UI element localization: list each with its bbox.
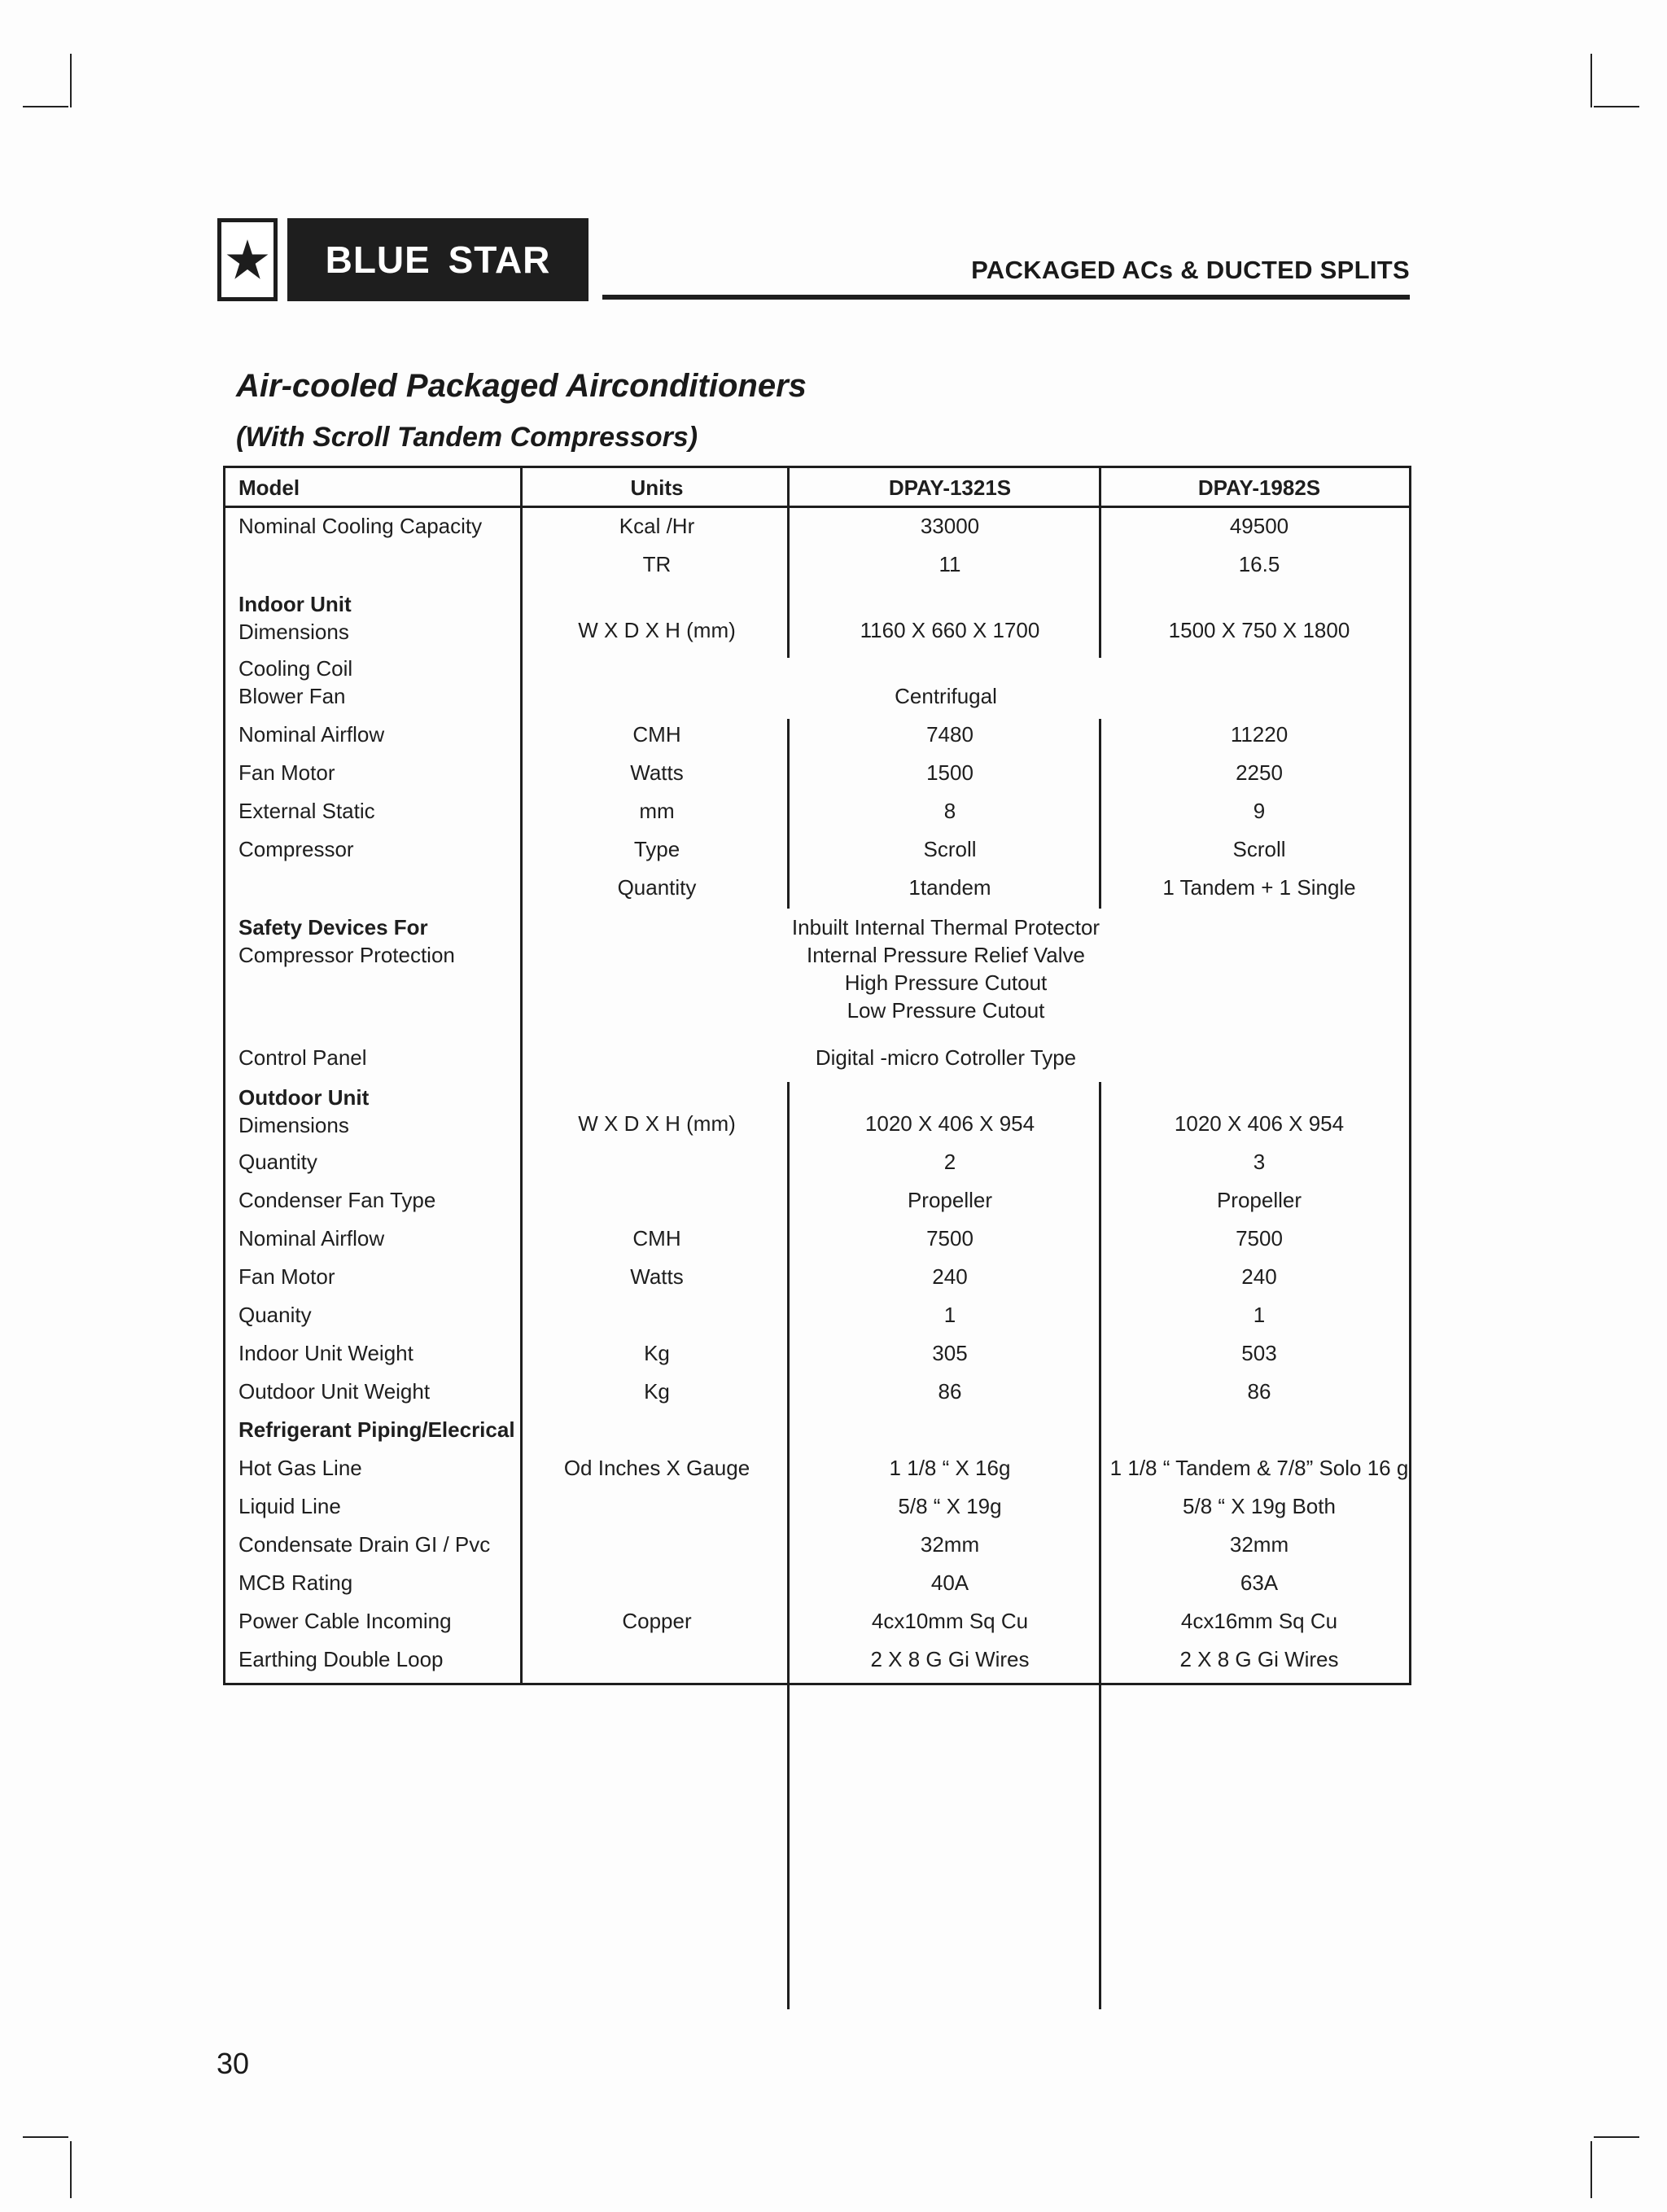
header-units: Units — [630, 475, 684, 500]
row-value-2: 2 X 8 G Gi Wires — [1179, 1647, 1339, 1671]
section-heading: Outdoor Unit — [238, 1085, 370, 1110]
safety-device: Inbuilt Internal Thermal Protector — [791, 915, 1100, 940]
row-value-1: 7480 — [926, 722, 974, 747]
row-unit: Type — [633, 837, 680, 861]
row-value-2: 9 — [1253, 799, 1266, 823]
row-label: Liquid Line — [238, 1494, 341, 1518]
row-value-1: 2 — [943, 1150, 956, 1174]
row-value-span: Centrifugal — [895, 684, 997, 708]
crop-mark — [1594, 106, 1639, 107]
row-value-1: Propeller — [907, 1188, 993, 1212]
crop-mark — [23, 2136, 68, 2138]
crop-mark — [1590, 2141, 1592, 2198]
row-value-1: 33000 — [920, 514, 980, 538]
row-value-1: 5/8 “ X 19g — [898, 1494, 1002, 1518]
row-label: Earthing Double Loop — [238, 1647, 444, 1671]
row-value-1: 8 — [943, 799, 956, 823]
row-unit: Quantity — [617, 875, 697, 900]
row-value-1: 4cx10mm Sq Cu — [871, 1609, 1029, 1633]
row-unit: Watts — [630, 760, 684, 785]
row-value-1: 86 — [938, 1379, 962, 1404]
row-label-text: Dimensions — [238, 1113, 349, 1137]
row-value-2: 1020 X 406 X 954 — [1174, 1111, 1345, 1136]
section-heading: Indoor Unit — [238, 592, 352, 616]
row-value-1: 1 — [943, 1303, 956, 1327]
section-title: PACKAGED ACs & DUCTED SPLITS — [971, 256, 1410, 284]
row-value-span — [787, 913, 1105, 1024]
row-label: Fan Motor — [238, 760, 335, 785]
row-value-1: 11 — [939, 552, 961, 576]
row-label: Condensate Drain GI / Pvc — [238, 1532, 491, 1557]
row-label-text: Dimensions — [238, 620, 349, 644]
row-value-2: 3 — [1253, 1150, 1266, 1174]
row-value-2: 63A — [1240, 1570, 1279, 1595]
row-label: Nominal Cooling Capacity — [238, 514, 483, 538]
row-value-span: Digital -micro Cotroller Type — [815, 1045, 1077, 1070]
crop-mark — [1590, 54, 1592, 107]
section-heading: Refrigerant Piping/Elecrical — [238, 1417, 515, 1442]
safety-device: Internal Pressure Relief Valve — [806, 943, 1085, 967]
row-label: Hot Gas Line — [238, 1456, 362, 1480]
header-model-2: DPAY-1982S — [1197, 475, 1321, 500]
row-value-2: 240 — [1241, 1264, 1277, 1289]
page-number: 30 — [217, 2047, 250, 2080]
logo-wordmark — [287, 218, 588, 301]
row-label: Power Cable Incoming — [238, 1609, 452, 1633]
row-value-2: 16.5 — [1238, 552, 1280, 576]
header-rule — [602, 295, 1410, 300]
row-label: MCB Rating — [238, 1570, 353, 1595]
crop-mark — [1594, 2136, 1639, 2138]
row-label: Fan Motor — [238, 1264, 335, 1289]
row-label: Quanity — [238, 1303, 312, 1327]
crop-mark — [70, 2141, 72, 2198]
row-label: Indoor Unit Weight — [238, 1341, 413, 1365]
row-value-2: 1 1/8 “ Tandem & 7/8” Solo 16 g — [1109, 1456, 1409, 1480]
brand-text: BLUE STAR — [325, 239, 551, 281]
row-value-1: 1160 X 660 X 1700 — [860, 618, 1040, 642]
row-label: Control Panel — [238, 1045, 367, 1070]
row-label-text: Compressor Protection — [238, 943, 455, 967]
row-value-1: 1tandem — [908, 875, 991, 900]
row-unit: Od Inches X Gauge — [563, 1456, 750, 1480]
logo-star-icon — [217, 218, 278, 301]
row-unit: W X D X H (mm) — [578, 618, 736, 642]
row-label — [238, 590, 352, 646]
row-value-2: 11220 — [1230, 722, 1289, 747]
row-label — [238, 913, 455, 969]
row-value-1: 1020 X 406 X 954 — [864, 1111, 1035, 1136]
row-value-1: 32mm — [920, 1532, 980, 1557]
spec-table — [223, 466, 1411, 1685]
row-value-2: 5/8 “ X 19g Both — [1183, 1494, 1336, 1518]
row-unit: mm — [639, 799, 675, 823]
row-value-1: 1500 — [926, 760, 974, 785]
row-label: Nominal Airflow — [238, 1226, 385, 1251]
row-value-2: 2250 — [1236, 760, 1283, 785]
row-value-2: 4cx16mm Sq Cu — [1180, 1609, 1338, 1633]
row-label: External Static — [238, 799, 375, 823]
row-label: Outdoor Unit Weight — [238, 1379, 431, 1404]
star-icon — [225, 238, 269, 282]
row-value-1: 40A — [930, 1570, 969, 1595]
row-unit: CMH — [632, 722, 681, 747]
row-value-1: 1 1/8 “ X 16g — [889, 1456, 1011, 1480]
crop-mark — [23, 106, 68, 107]
row-value-2: Propeller — [1216, 1188, 1302, 1212]
row-label: Blower Fan — [238, 684, 346, 708]
row-value-2: 49500 — [1229, 514, 1289, 538]
row-value-2: 1 Tandem + 1 Single — [1162, 875, 1356, 900]
row-value-1: 240 — [932, 1264, 968, 1289]
row-value-2: 1 — [1253, 1303, 1266, 1327]
row-unit: TR — [642, 552, 672, 576]
row-label: Quantity — [238, 1150, 317, 1174]
row-unit: CMH — [632, 1226, 681, 1251]
row-value-1: 2 X 8 G Gi Wires — [870, 1647, 1030, 1671]
header-model: Model — [238, 475, 300, 500]
page-title: Air-cooled Packaged Airconditioners — [236, 368, 807, 404]
safety-device: Low Pressure Cutout — [847, 998, 1045, 1023]
column-divider — [520, 468, 523, 1684]
row-label: Cooling Coil — [238, 656, 353, 681]
row-unit: Watts — [630, 1264, 684, 1289]
row-value-1: 305 — [932, 1341, 968, 1365]
row-value-2: 503 — [1241, 1341, 1277, 1365]
row-value-2: Scroll — [1232, 837, 1286, 861]
row-value-2: 32mm — [1229, 1532, 1289, 1557]
row-value-2: 1500 X 750 X 1800 — [1168, 618, 1350, 642]
safety-device: High Pressure Cutout — [844, 970, 1048, 995]
crop-mark — [70, 54, 72, 107]
row-value-2: 86 — [1247, 1379, 1271, 1404]
header-rule — [225, 506, 1409, 508]
row-label: Compressor — [238, 837, 354, 861]
page-subtitle: (With Scroll Tandem Compressors) — [236, 422, 698, 453]
row-value-2: 7500 — [1236, 1226, 1283, 1251]
header-model-1: DPAY-1321S — [888, 475, 1012, 500]
row-value-1: 7500 — [926, 1226, 974, 1251]
section-heading: Safety Devices For — [238, 915, 428, 940]
row-unit: Kg — [644, 1341, 670, 1365]
row-unit: Kg — [644, 1379, 670, 1404]
row-label: Condenser Fan Type — [238, 1188, 436, 1212]
row-label: Nominal Airflow — [238, 722, 385, 747]
row-value-1: Scroll — [923, 837, 977, 861]
row-unit: W X D X H (mm) — [578, 1111, 736, 1136]
row-unit: Copper — [622, 1609, 692, 1633]
row-unit: Kcal /Hr — [619, 514, 695, 538]
row-label — [238, 1084, 369, 1139]
